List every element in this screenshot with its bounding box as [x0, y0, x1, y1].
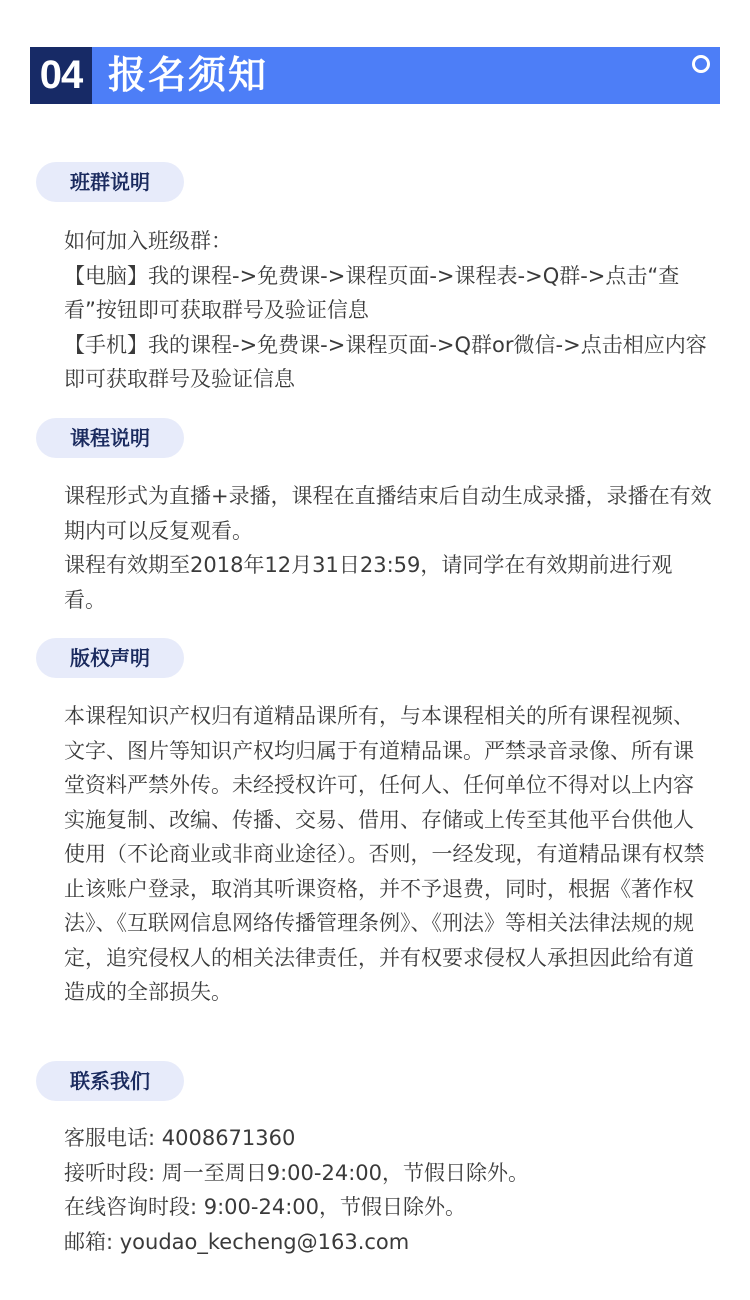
text-line: 接听时段: 周一至周日9:00-24:00，节假日除外。: [64, 1160, 530, 1185]
section-label-course-info: 课程说明: [36, 418, 184, 458]
section-body-course-info: [64, 479, 714, 617]
text-line: 在线咨询时段: 9:00-24:00，节假日除外。: [64, 1195, 467, 1219]
text-line: 课程有效期至2018年12月31日23:59，请同学在有效期前进行观看。: [64, 553, 673, 612]
text-line: 课程形式为直播+录播，课程在直播结束后自动生成录播，录播在有效期内可以反复观看。: [64, 484, 712, 543]
ring-decoration-icon: [692, 55, 710, 73]
section-body-copyright: [64, 699, 714, 1010]
page-title: 报名须知: [108, 53, 269, 97]
text-line: 本课程知识产权归有道精品课所有，与本课程相关的所有课程视频、文字、图片等知识产权均归属于有道精品课。严禁录音录像、所有课堂资料严禁外传。未经授权许可，任何人、任何单位不得对以上内容实施复制、改编、传播、交易、借用、存储或上传至其他平台供他人使用（不论商业或非商业途径）。否则，一经发现，有道精品课有权禁止该账户登录，取消其听课资格，并不予退费，同时，根据《著作权法》、《互联网信息网络传播管理条例》、《刑法》等相关法律法规的规定，追究侵权人的相关法律责任，并有权要求侵权人承担因此给有道造成的全部损失。: [64, 704, 705, 1004]
section-label-contact: 联系我们: [36, 1061, 184, 1101]
section-number: 04: [30, 47, 92, 104]
section-body-class-group: [64, 224, 714, 397]
text-line: 【手机】我的课程->免费课->课程页面->Q群or微信->点击相应内容即可获取群号及验证信息: [64, 332, 707, 391]
section-label-copyright: 版权声明: [36, 638, 184, 678]
section-body-contact: [64, 1121, 714, 1259]
section-label-class-group: 班群说明: [36, 162, 184, 202]
text-line: 【电脑】我的课程->免费课->课程页面->课程表->Q群->点击“查看”按钮即可获取群号及验证信息: [64, 263, 680, 322]
text-line: 如何加入班级群：: [64, 229, 232, 253]
text-line: 客服电话: 4008671360: [64, 1126, 296, 1150]
text-line: 邮箱: youdao_kecheng@163.com: [64, 1229, 410, 1254]
section-header: [30, 47, 720, 104]
